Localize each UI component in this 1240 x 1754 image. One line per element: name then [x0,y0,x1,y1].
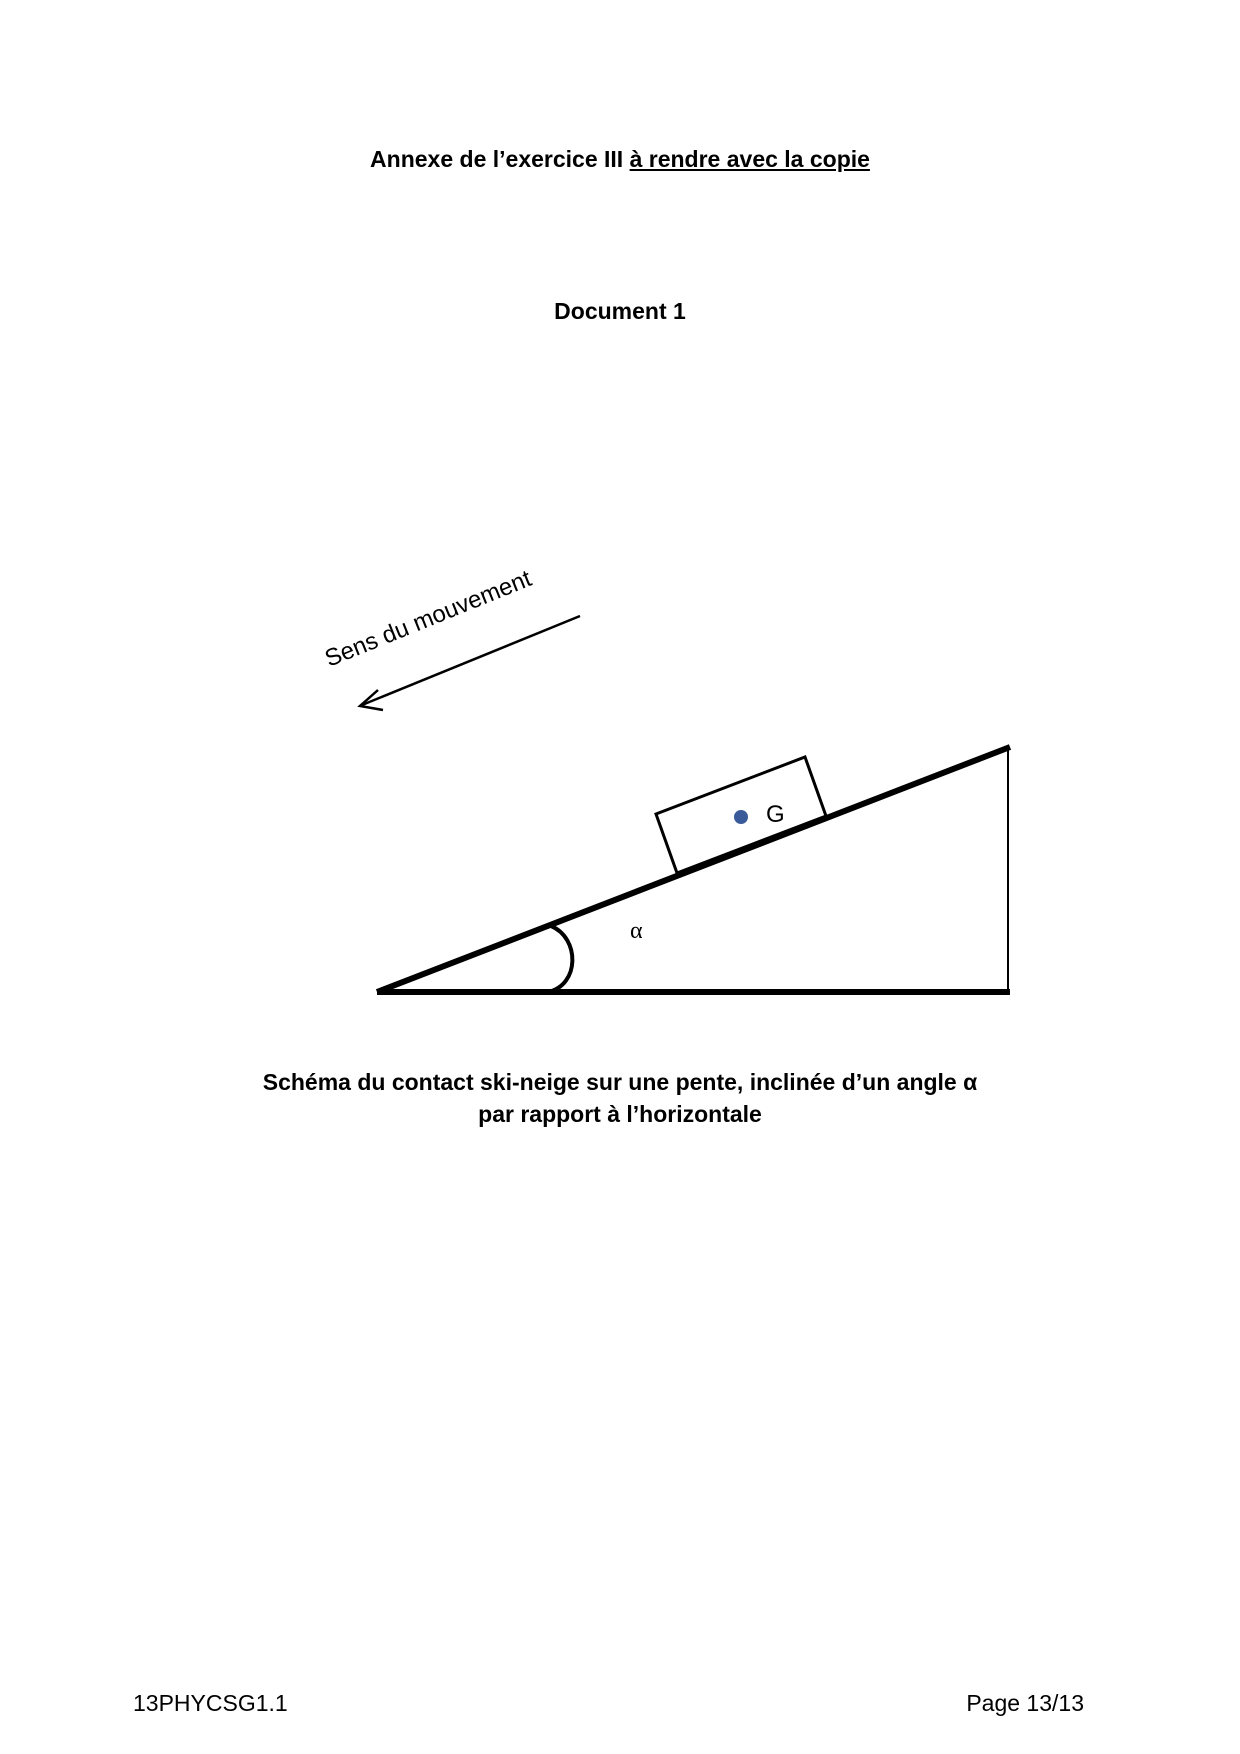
title-main: Annexe de l’exercice III [370,146,630,172]
slope-surface [377,747,1010,992]
caption-line-2: par rapport à l’horizontale [478,1101,762,1127]
figure-caption [200,1066,1040,1130]
angle-arc [548,926,572,992]
footer-code: 13PHYCSG1.1 [133,1690,288,1716]
motion-label: Sens du mouvement [321,565,536,673]
footer-page-number: Page 13/13 [966,1690,1084,1716]
center-label: G [766,801,785,828]
document-label: Document 1 [554,298,686,324]
angle-label: α [630,918,643,944]
title-underlined: à rendre avec la copie [629,146,870,172]
caption-line-1: Schéma du contact ski-neige sur une pente, inclinée d’un angle α [262,1069,978,1095]
center-of-mass-dot [734,810,748,824]
